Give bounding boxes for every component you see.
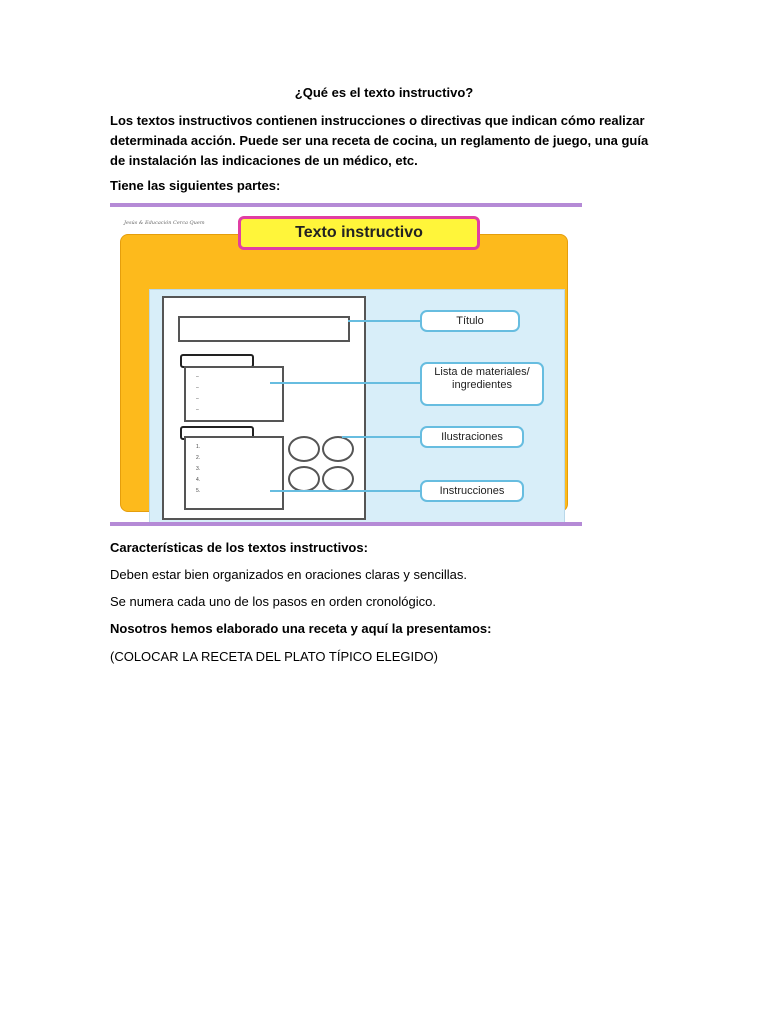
label-ilustraciones: Ilustraciones (420, 426, 524, 448)
step-item: 3. (196, 466, 201, 472)
recipe-placeholder: (COLOCAR LA RECETA DEL PLATO TÍPICO ELEGIDO) (110, 649, 438, 664)
banner-title: Texto instructivo (238, 216, 480, 250)
recipe-intro: Nosotros hemos elaborado una receta y aquí la presentamos: (110, 621, 492, 636)
intro-paragraph: Los textos instructivos contienen instrucciones o directivas que indican cómo realizar determinada acción. Puede ser una receta de cocina, un reglamento de juego, una guía de instalación las indicaciones de un médico, etc. (110, 113, 649, 168)
doc-steps-list (184, 436, 284, 510)
parts-heading: Tiene las siguientes partes: (110, 178, 281, 193)
step-item: 5. (196, 488, 201, 494)
figure-caption: Jesús & Educación Cerca Quem (124, 220, 205, 226)
illustration-oval (322, 436, 354, 462)
characteristics-heading: Características de los textos instructivos: (110, 540, 368, 555)
step-item: 4. (196, 477, 201, 483)
connector-line (342, 436, 422, 438)
connector-line (270, 382, 422, 384)
divider-top (110, 203, 582, 207)
bullet-item: – (196, 407, 199, 413)
illustration-oval (288, 436, 320, 462)
illustration-oval (288, 466, 320, 492)
infographic-figure (110, 210, 582, 516)
bullet-item: – (196, 374, 199, 380)
label-instrucciones: Instrucciones (420, 480, 524, 502)
illustration-oval (322, 466, 354, 492)
bullet-item: – (196, 396, 199, 402)
doc-materials-list (184, 366, 284, 422)
connector-line (348, 320, 422, 322)
divider-bottom (110, 522, 582, 526)
characteristic-1: Deben estar bien organizados en oraciones claras y sencillas. (110, 567, 467, 582)
bullet-item: – (196, 385, 199, 391)
connector-line (270, 490, 422, 492)
infographic-panel (149, 289, 565, 523)
step-item: 1. (196, 444, 201, 450)
step-item: 2. (196, 455, 201, 461)
document-illustration (162, 296, 366, 520)
label-titulo: Título (420, 310, 520, 332)
label-materiales: Lista de materiales/ ingredientes (420, 362, 544, 406)
page-title: ¿Qué es el texto instructivo? (294, 85, 474, 100)
infographic-frame (120, 234, 568, 512)
characteristic-2: Se numera cada uno de los pasos en orden cronológico. (110, 594, 436, 609)
doc-title-box (178, 316, 350, 342)
